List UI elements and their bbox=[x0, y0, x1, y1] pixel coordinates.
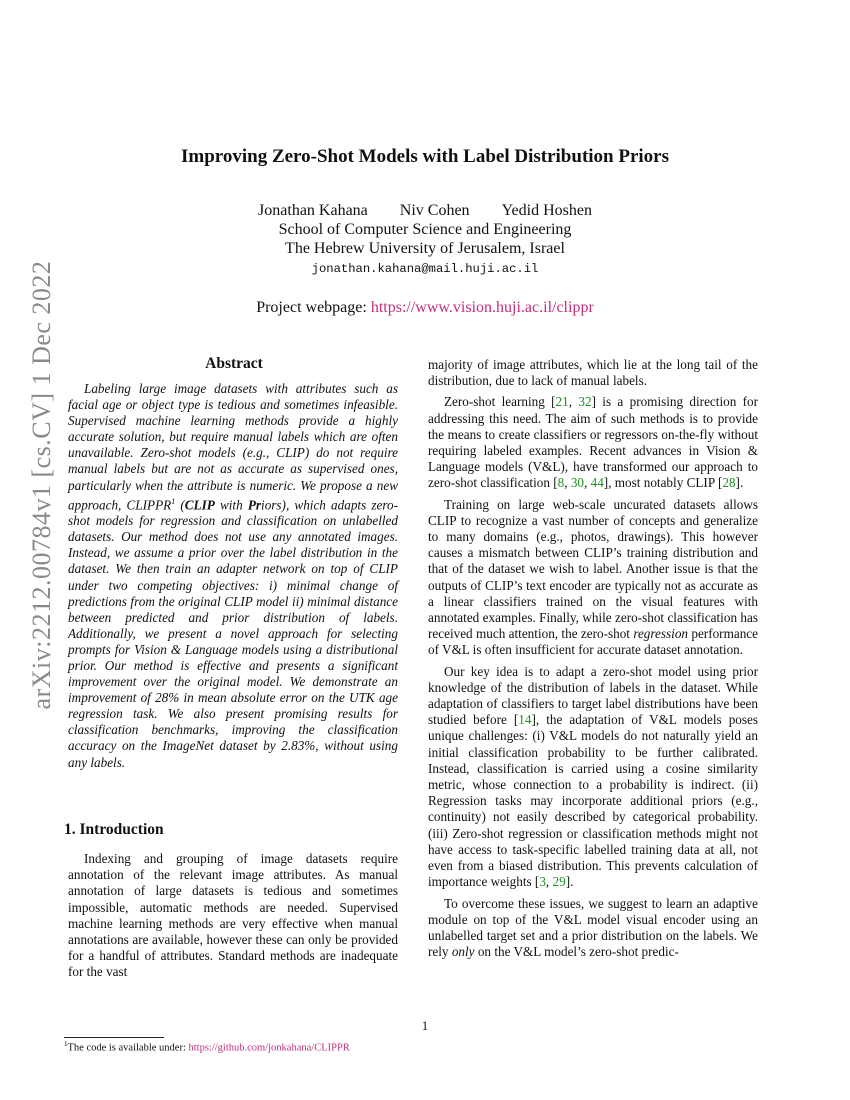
intro-heading: 1. Introduction bbox=[64, 821, 164, 838]
author-email: jonathan.kahana@mail.huji.ac.il bbox=[311, 262, 539, 276]
affiliation-university: The Hebrew University of Jerusalem, Israel bbox=[285, 240, 565, 257]
abstract-paragraph: Labeling large image datasets with attributes such as facial age or object type is tedious and sometimes infeasible. Supervised machine learning methods provide a highly accurate solution, but require manual labels which are often unavailable. Zero-shot models (e.g., CLIP) do not require manual labels but are not as accurate as supervised ones, particularly when the attribute is numeric. We propose a new approach, CLIPPR$^1$ (CLIP with Priors), which adapts zero-shot models for regression and classification on unlabelled datasets. Our method does not use any annotated images. Instead, we assume a prior over the label distribution in the dataset. We then train an adapter network on top of CLIP under two competing objectives: i) minimal change of predictions from the original CLIP model ii) minimal distance between predicted and prior distribution of labels. Additionally, we present a novel approach for selecting prompts for Vision & Language models using a distributional prior. Our method is effective and presents a significant improvement over the original model. We demonstrate an improvement of 28% in mean absolute error on the UTK age regression task. We also present promising results for classification benchmarks, improving the classification accuracy on the ImageNet dataset by 2.83%, without using any labels. bbox=[68, 381, 398, 770]
arxiv-identifier bbox=[20, 260, 64, 710]
author-name: Niv Cohen bbox=[399, 202, 470, 219]
intro-paragraph: Our key idea is to adapt a zero-shot model using prior knowledge of the distribution of labels in the dataset. While adaptation of classifiers to target label distributions have been studied before [14], the adaptation of V&L models poses unique challenges: (i) V&L models do not naturally yield an initial classification probability to be further calibrated. Instead, classification is carried using a cosine similarity metric, whose connection to a probability is indirect. (ii) Regression tasks may incorporate additional priors (e.g., continuity) not easily described by categorical probability. (iii) Zero-shot regression or classification methods might not have access to task-specific labelled training data at all, not even from a biased distribution. This prevents calculation of importance weights [3, 29]. bbox=[428, 663, 759, 890]
footnote-text: The code is available under: bbox=[67, 1042, 186, 1054]
intro-right-column bbox=[428, 357, 758, 960]
webpage-link[interactable]: https://www.vision.huji.ac.il/clippr bbox=[370, 299, 594, 316]
footnote-marker: 1 bbox=[64, 1040, 68, 1048]
page-number: 1 bbox=[421, 1018, 429, 1033]
footnote bbox=[64, 1040, 350, 1054]
intro-left-column bbox=[68, 851, 398, 981]
intro-paragraph: majority of image attributes, which lie at the long tail of the distribution, due to lack of manual labels. bbox=[428, 357, 758, 389]
intro-paragraph: To overcome these issues, we suggest to learn an adaptive module on top of the V&L model visual encoder using an unlabelled target set and a prior distribution on the labels. We rely only on the V&L model’s zero-shot predic- bbox=[428, 895, 758, 960]
author-name: Yedid Hoshen bbox=[501, 202, 592, 219]
intro-paragraph: Zero-shot learning [21, 32] is a promising direction for addressing this need. The aim of such methods is to provide the means to create classifiers or regressors on-the-fly without requiring labeled examples. Recent advances in Vision & Language models (V&L), have transformed our approach to zero-shot classification [8, 30, 44], most notably CLIP [28]. bbox=[428, 394, 759, 491]
affiliation-school: School of Computer Science and Engineering bbox=[278, 221, 572, 238]
abstract-body bbox=[68, 381, 398, 771]
footnote-rule bbox=[64, 1037, 164, 1038]
author-list bbox=[60, 202, 790, 220]
intro-paragraph: Indexing and grouping of image datasets require annotation of the relevant image attributes. As manual annotation of large datasets is tedious and sometimes impossible, automatic methods are needed. Supervised machine learning methods are very effective when manual annotations are available, however these can only be provided for a handful of attributes. Standard methods are inadequate for the vast bbox=[68, 851, 398, 980]
webpage-label: Project webpage: bbox=[256, 299, 367, 316]
paper-title: Improving Zero-Shot Models with Label Distribution Priors bbox=[180, 146, 670, 167]
project-webpage bbox=[60, 299, 790, 317]
intro-paragraph: Training on large web-scale uncurated datasets allows CLIP to recognize a vast number of concepts and generalize to many domains (e.g., photos, drawings). This however causes a mismatch between CLIP’s training distribution and that of the dataset we wish to label. Another issue is that the outputs of CLIP’s text encoder are typically not as accurate as a linear classifiers trained on the visual features with annotated examples. Finally, while zero-shot classification has received much attention, the zero-shot regression performance of V&L is often insufficient for accurate dataset annotation. bbox=[428, 496, 758, 658]
author-name: Jonathan Kahana bbox=[258, 202, 368, 219]
abstract-heading: Abstract bbox=[205, 355, 263, 372]
arxiv-id-text: arXiv:2212.00784v1 [cs.CV] 1 Dec 2022 bbox=[27, 260, 56, 710]
footnote-link[interactable]: https://github.com/jonkahana/CLIPPR bbox=[188, 1042, 350, 1054]
